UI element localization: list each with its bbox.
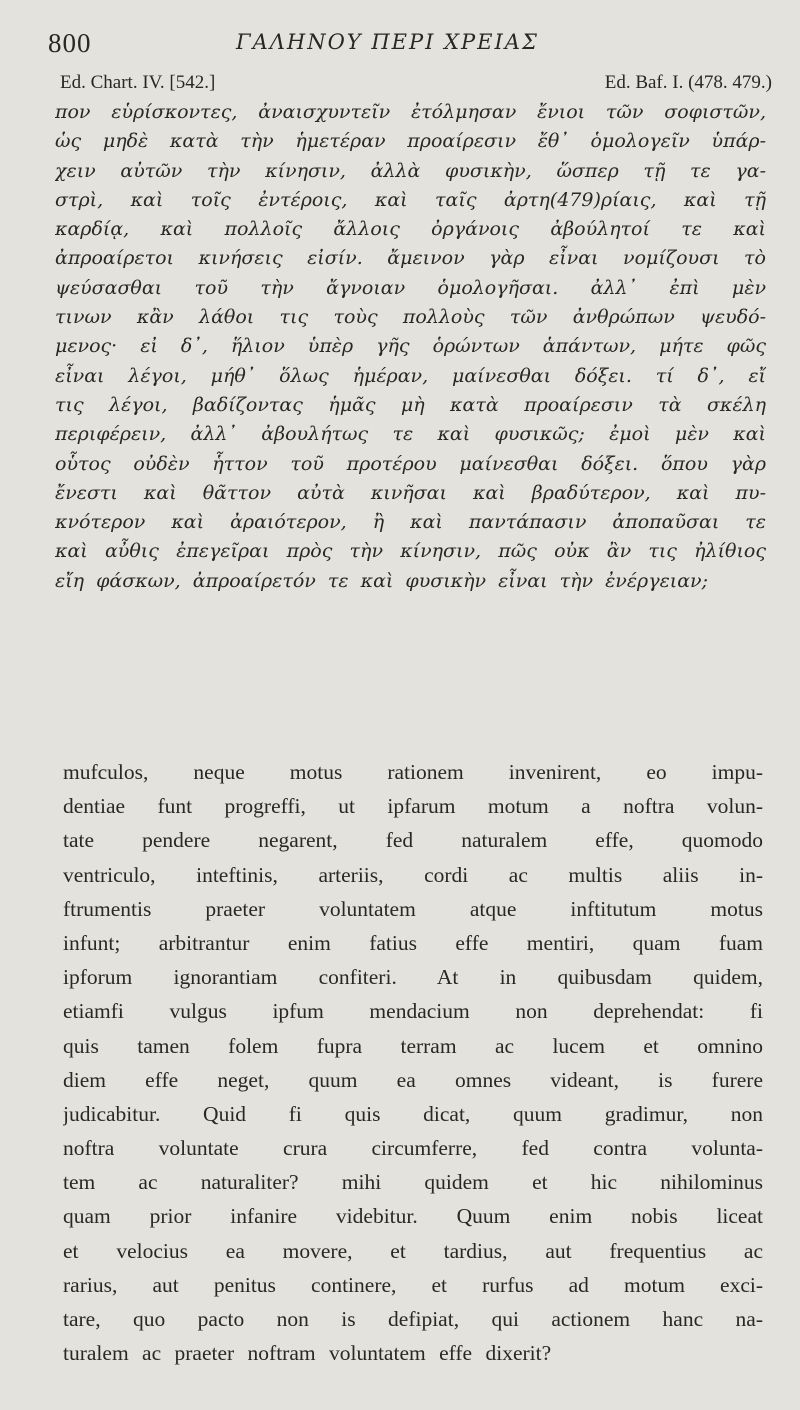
latin-text-line: judicabitur. Quid fi quis dicat, quum gradimur, non — [63, 1101, 763, 1126]
latin-text-line: tare, quo pacto non is defipiat, qui actionem hanc na- — [63, 1307, 763, 1331]
greek-text-line: οὗτος οὐδὲν ἧττον τοῦ προτέρου μαίνεσθαι δόξει. ὅπου γὰρ — [55, 452, 766, 475]
edition-reference-line — [60, 72, 772, 100]
greek-text-line: πον εὑρίσκοντες, ἀναισχυντεῖν ἐτόλμησαν ἔνιοι τῶν σοφιστῶν, — [55, 101, 766, 123]
latin-text-line: etiamfi vulgus ipfum mendacium non deprehendat: fi — [63, 999, 763, 1024]
greek-text-line: χειν αὐτῶν τὴν κίνησιν, ἀλλὰ φυσικὴν, ὥσπερ τῇ τε γα- — [55, 159, 766, 182]
greek-text-line: ψεύσασθαι τοῦ τὴν ἄγνοιαν ὁμολογῆσαι. ἀλλ᾽ ἐπὶ μὲν — [55, 276, 766, 299]
latin-text-line: et velocius ea movere, et tardius, aut frequentius ac — [63, 1238, 763, 1263]
latin-text-line: rarius, aut penitus continere, et rurfus ad motum exci- — [63, 1272, 763, 1297]
greek-text-line: καρδίᾳ, καὶ πολλοῖς ἄλλοις ὀργάνοις ἀβούλητοί τε καὶ — [55, 218, 766, 241]
greek-text-line: καὶ αὖθις ἐπεγεῖραι πρὸς τὴν κίνησιν, πῶς οὐκ ἂν τις ἠλίθιος — [55, 540, 766, 563]
latin-text-line: ventriculo, inteftinis, arteriis, cordi ac multis aliis in- — [63, 862, 763, 887]
latin-text-line: quis tamen folem fupra terram ac lucem et omnino — [63, 1033, 763, 1058]
greek-text-line: ὡς μηδὲ κατὰ τὴν ἡμετέραν προαίρεσιν ἔθ᾽ ὁμολογεῖν ὑπάρ- — [55, 130, 766, 153]
greek-text-line: εἴη φάσκων, ἀπροαίρετόν τε καὶ φυσικὴν εἶναι τὴν ἐνέργειαν; — [55, 569, 708, 592]
greek-text-line: περιφέρειν, ἀλλ᾽ ἀβουλήτως τε καὶ φυσικῶς; ἐμοὶ μὲν καὶ — [55, 423, 766, 446]
page-header — [48, 28, 768, 64]
latin-text-line: infunt; arbitrantur enim fatius effe mentiri, quam fuam — [63, 930, 763, 955]
greek-text-line: τις λέγοι, βαδίζοντας ἡμᾶς μὴ κατὰ προαίρεσιν τὰ σκέλη — [55, 393, 766, 416]
latin-text-line: quam prior infanire videbitur. Quum enim nobis liceat — [63, 1204, 763, 1229]
greek-text-line: εἶναι λέγοι, μήθ᾽ ὅλως ἡμέραν, μαίνεσθαι δόξει. τί δ᾽, εἴ — [55, 364, 766, 387]
greek-text-line: τινων κἂν λάθοι τις τοὺς πολλοὺς τῶν ἀνθρώπων ψευδό- — [55, 306, 766, 329]
page-number: 800 — [48, 28, 92, 58]
greek-text-line: ἔνεστι καὶ θᾶττον αὐτὰ κινῆσαι καὶ βραδύτερον, καὶ πυ- — [55, 481, 766, 504]
latin-text-line: ftrumentis praeter voluntatem atque inftitutum motus — [63, 896, 763, 921]
edition-reference-right: Ed. Baf. I. (478. 479.) — [604, 72, 772, 93]
latin-text-block — [63, 755, 763, 1370]
greek-text-line: μενος· εἰ δ᾽, ἥλιον ὑπὲρ γῆς ὁρώντων ἁπάντων, μήτε φῶς — [55, 335, 766, 358]
running-title: ΓΑΛΗΝΟΥ ΠΕΡΙ ΧΡΕΙΑΣ — [236, 30, 539, 54]
greek-text-line: ἀπροαίρετοι κινήσεις εἰσίν. ἄμεινον γὰρ εἶναι νομίζουσι τὸ — [55, 247, 766, 270]
latin-text-line: dentiae funt progreffi, ut ipfarum motum a noftra volun- — [63, 794, 763, 819]
greek-text-block — [55, 98, 766, 596]
latin-text-line: mufculos, neque motus rationem invenirent, eo impu- — [63, 760, 763, 784]
greek-text-line: κνότερον καὶ ἀραιότερον, ἢ καὶ παντάπασιν ἀποπαῦσαι τε — [55, 511, 766, 534]
latin-text-line: turalem ac praeter noftram voluntatem effe dixerit? — [63, 1341, 552, 1366]
latin-text-line: tem ac naturaliter? mihi quidem et hic nihilominus — [63, 1170, 763, 1195]
latin-text-line: tate pendere negarent, fed naturalem effe, quomodo — [63, 828, 763, 853]
latin-text-line: noftra voluntate crura circumferre, fed contra volunta- — [63, 1136, 763, 1161]
greek-text-line: στρὶ, καὶ τοῖς ἐντέροις, καὶ ταῖς ἀρτη(479)ρίαις, καὶ τῇ — [55, 188, 766, 211]
edition-reference-left: Ed. Chart. IV. [542.] — [60, 72, 216, 93]
latin-text-line: diem effe neget, quum ea omnes videant, is furere — [63, 1067, 763, 1092]
latin-text-line: ipforum ignorantiam confiteri. At in quibusdam quidem, — [63, 965, 763, 990]
